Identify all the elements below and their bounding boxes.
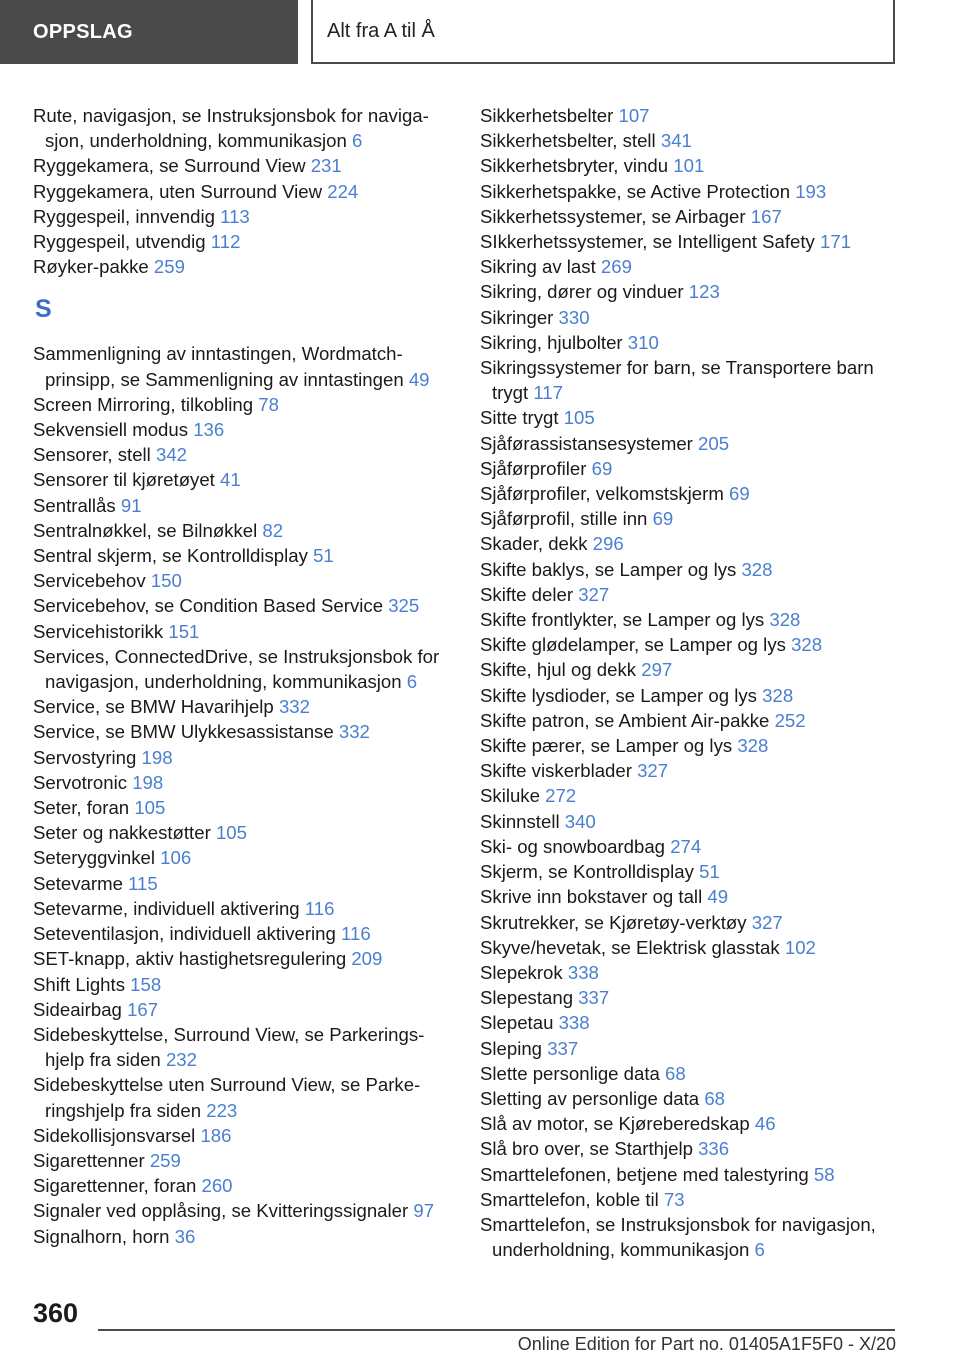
index-entry-text: Servotronic <box>33 771 128 793</box>
index-entry <box>480 960 900 985</box>
index-group-r <box>33 103 453 279</box>
page-reference-link[interactable]: 327 <box>637 760 669 782</box>
index-entry-text: Sikring, hjulbolter <box>480 331 623 353</box>
page-reference-link[interactable]: 73 <box>663 1188 685 1210</box>
index-entry-text: Sikring av last <box>480 256 596 278</box>
page-reference-link[interactable]: 69 <box>591 457 613 479</box>
index-entry <box>480 531 900 556</box>
index-group-s <box>33 341 453 1248</box>
page-reference-link[interactable]: 123 <box>688 281 720 303</box>
index-entry <box>480 254 900 279</box>
index-entry <box>480 884 900 909</box>
page-reference-link[interactable]: 113 <box>220 205 250 227</box>
index-entry <box>33 1173 453 1198</box>
index-entry <box>480 229 900 254</box>
page-reference-link[interactable]: 340 <box>564 810 596 832</box>
index-letter-heading: S <box>35 295 52 324</box>
page-reference-link[interactable]: 328 <box>737 735 769 757</box>
index-entry <box>480 103 900 128</box>
page-reference-link[interactable]: 186 <box>200 1124 232 1146</box>
index-entry-text: Sentralnøkkel, se Bilnøkkel <box>33 519 258 541</box>
index-entry <box>33 179 453 204</box>
page-reference-link[interactable]: 296 <box>592 533 624 555</box>
index-entry <box>480 1061 900 1086</box>
page-reference-link[interactable]: 328 <box>741 558 773 580</box>
index-entry <box>480 1086 900 1111</box>
page-reference-link[interactable]: 338 <box>558 1012 590 1034</box>
page-reference-link[interactable]: 58 <box>813 1163 835 1185</box>
index-entry-text: Slå bro over, se Starthjelp <box>480 1138 693 1160</box>
index-entry-text: Seter og nakkestøtter <box>33 822 211 844</box>
index-entry <box>480 910 900 935</box>
page-reference-link[interactable]: 332 <box>278 696 310 718</box>
index-entry-text: Slepekrok <box>480 961 563 983</box>
header-title-box <box>311 0 895 64</box>
page-reference-link[interactable]: 260 <box>201 1175 233 1197</box>
page-reference-link[interactable]: 232 <box>165 1049 197 1071</box>
index-column-right <box>480 103 900 1262</box>
index-entry <box>33 1072 453 1122</box>
index-entry-text: Servostyring <box>33 746 137 768</box>
page-reference-link[interactable]: 36 <box>174 1225 196 1247</box>
index-entry-text: Sidebeskyttelse uten Surround View, se Parke‐ringshjelp fra siden <box>33 1074 421 1121</box>
index-entry-text: Sentrallås <box>33 494 116 516</box>
index-entry <box>33 1224 453 1249</box>
index-entry <box>33 1123 453 1148</box>
page-reference-link[interactable]: 69 <box>729 483 750 505</box>
footer-divider <box>98 1329 895 1331</box>
index-entry-text: Slette personlige data <box>480 1062 660 1084</box>
index-entry-text: Smarttelefon, koble til <box>480 1188 659 1210</box>
index-entry-text: Sletting av personlige data <box>480 1087 700 1109</box>
index-entry <box>480 985 900 1010</box>
index-entry <box>33 997 453 1022</box>
index-entry-text: Skifte glødelamper, se Lamper og lys <box>480 634 786 656</box>
page-reference-link[interactable]: 150 <box>150 570 182 592</box>
index-entry-text: Sikring, dører og vinduer <box>480 281 684 303</box>
page-reference-link[interactable]: 193 <box>795 180 827 202</box>
index-entry <box>33 619 453 644</box>
index-entry <box>33 946 453 971</box>
index-entry <box>480 506 900 531</box>
index-entry-text: Ryggekamera, se Surround View <box>33 155 306 177</box>
index-entry <box>480 431 900 456</box>
page-reference-link[interactable]: 106 <box>160 847 192 869</box>
index-entry-text: Skjerm, se Kontrolldisplay <box>480 861 694 883</box>
index-entry-text: Service, se BMW Ulykkesassistanse <box>33 721 334 743</box>
index-entry-text: Smarttelefonen, betjene med talestyring <box>480 1163 809 1185</box>
page-reference-link[interactable]: 6 <box>754 1239 765 1261</box>
index-entry-text: Sigarettenner, foran <box>33 1175 197 1197</box>
index-entry-text: Sidekollisjonsvarsel <box>33 1124 196 1146</box>
index-entry-text: Ryggespeil, utvendig <box>33 231 206 253</box>
index-entry <box>480 607 900 632</box>
index-entry <box>480 179 900 204</box>
index-entry-text: Sensorer, stell <box>33 444 151 466</box>
index-entry <box>33 921 453 946</box>
index-entry <box>480 1136 900 1161</box>
page-reference-link[interactable]: 198 <box>141 746 173 768</box>
index-entry-text: Sikkerhetssystemer, se Airbager <box>480 205 746 227</box>
index-entry <box>480 582 900 607</box>
index-entry <box>33 543 453 568</box>
index-entry <box>33 417 453 442</box>
index-entry-text: Servicebehov <box>33 570 146 592</box>
index-entry-text: Servicehistorikk <box>33 620 164 642</box>
index-entry-text: Skifte, hjul og dekk <box>480 659 637 681</box>
page-reference-link[interactable]: 69 <box>652 508 674 530</box>
index-entry-text: Shift Lights <box>33 973 125 995</box>
index-entry <box>480 683 900 708</box>
index-entry <box>480 834 900 859</box>
page-reference-link[interactable]: 105 <box>215 822 247 844</box>
page-reference-link[interactable]: 231 <box>310 155 342 177</box>
page-reference-link[interactable]: 327 <box>578 583 610 605</box>
index-entry-text: Slepestang <box>480 987 574 1009</box>
page-reference-link[interactable]: 330 <box>558 306 590 328</box>
page-reference-link[interactable]: 224 <box>327 180 359 202</box>
index-entry-text: Sentral skjerm, se Kontrolldisplay <box>33 545 308 567</box>
page-reference-link[interactable]: 274 <box>670 835 702 857</box>
index-entry <box>480 1162 900 1187</box>
index-entry <box>480 481 900 506</box>
page-reference-link[interactable]: 167 <box>127 998 159 1020</box>
index-entry <box>33 103 453 153</box>
page-reference-link[interactable]: 102 <box>784 936 816 958</box>
index-entry <box>480 204 900 229</box>
index-entry-text: Sikringssystemer for barn, se Transportere barn trygt <box>480 357 874 404</box>
index-entry <box>33 1198 453 1223</box>
index-entry <box>480 279 900 304</box>
index-entry <box>33 467 453 492</box>
index-entry-text: Sikringer <box>480 306 554 328</box>
index-entry <box>33 719 453 744</box>
index-entry-text: Sjåførprofiler <box>480 457 587 479</box>
page-reference-link[interactable]: 6 <box>351 130 363 152</box>
index-entry <box>480 632 900 657</box>
page-reference-link[interactable]: 107 <box>618 105 650 126</box>
index-entry-text: Sekvensiell modus <box>33 419 189 441</box>
page-reference-link[interactable]: 116 <box>304 897 335 919</box>
page-reference-link[interactable]: 97 <box>413 1200 435 1222</box>
page-reference-link[interactable]: 6 <box>406 671 418 693</box>
index-entry-text: Seteryggvinkel <box>33 847 155 869</box>
page-reference-link[interactable]: 105 <box>563 407 595 429</box>
section-tab <box>0 0 298 64</box>
page-reference-link[interactable]: 51 <box>313 545 334 567</box>
page-reference-link[interactable]: 115 <box>128 872 158 894</box>
index-entry <box>33 644 453 694</box>
index-entry <box>33 745 453 770</box>
page-reference-link[interactable]: 167 <box>750 205 782 227</box>
page-reference-link[interactable]: 328 <box>769 609 801 631</box>
page-reference-link[interactable]: 105 <box>134 797 166 819</box>
index-entry-text: Skifte pærer, se Lamper og lys <box>480 735 733 757</box>
index-entry <box>33 795 453 820</box>
index-entry-text: Sikkerhetsbelter, stell <box>480 130 656 152</box>
index-entry-text: Skiluke <box>480 785 540 807</box>
index-entry-text: Sleping <box>480 1037 543 1059</box>
page-reference-link[interactable]: 342 <box>156 444 188 466</box>
index-entry-text: Ryggekamera, uten Surround View <box>33 180 323 202</box>
page-reference-link[interactable]: 49 <box>408 368 430 390</box>
page-reference-link[interactable]: 41 <box>220 469 241 491</box>
index-entry-text: Skifte deler <box>480 583 574 605</box>
page-reference-link[interactable]: 101 <box>673 155 705 177</box>
index-entry <box>33 694 453 719</box>
index-entry <box>33 518 453 543</box>
page-reference-link[interactable]: 46 <box>754 1113 776 1135</box>
edition-note: Online Edition for Part no. 01405A1F5F0 - X/20 <box>517 1334 896 1354</box>
index-entry <box>480 1010 900 1035</box>
page-reference-link[interactable]: 68 <box>704 1087 725 1109</box>
index-entry <box>480 935 900 960</box>
index-entry <box>480 859 900 884</box>
page-reference-link[interactable]: 151 <box>168 620 200 642</box>
page-reference-link[interactable]: 259 <box>149 1149 181 1171</box>
index-entry <box>33 820 453 845</box>
index-entry-text: Sjåførprofiler, velkomstskjerm <box>480 483 724 505</box>
index-entry-text: Slepetau <box>480 1012 554 1034</box>
index-entry <box>33 1022 453 1072</box>
page-reference-link[interactable]: 327 <box>751 911 783 933</box>
page-reference-link[interactable]: 49 <box>707 886 729 908</box>
index-entry-text: Røyker-pakke <box>33 256 149 278</box>
page-reference-link[interactable]: 337 <box>578 987 610 1009</box>
page-reference-link[interactable]: 171 <box>820 231 852 253</box>
index-entry-text: Signaler ved opplåsing, se Kvitteringssignaler <box>33 1200 409 1222</box>
page-reference-link[interactable]: 198 <box>132 771 164 793</box>
index-entry <box>33 341 453 391</box>
index-entry-text: Sikkerhetsbryter, vindu <box>480 155 669 177</box>
page-reference-link[interactable]: 259 <box>153 256 185 278</box>
index-entry <box>33 204 453 229</box>
page-title: Alt fra A til Å <box>327 19 435 42</box>
index-entry-text: Screen Mirroring, tilkobling <box>33 393 254 415</box>
index-entry-text: Sensorer til kjøretøyet <box>33 469 215 491</box>
index-entry-text: Services, ConnectedDrive, se Instruksjonsbok for navigasjon, underholdning, kommunikasjon <box>33 645 440 693</box>
page-reference-link[interactable]: 269 <box>600 256 632 278</box>
index-entry-text: Servicebehov, se Condition Based Service <box>33 595 384 617</box>
page-reference-link[interactable]: 328 <box>762 684 794 706</box>
page-reference-link[interactable]: 310 <box>627 331 659 353</box>
index-entry <box>33 845 453 870</box>
index-entry-text: Ryggespeil, innvendig <box>33 205 215 227</box>
page-reference-link[interactable]: 78 <box>258 393 279 415</box>
index-entry <box>33 593 453 618</box>
index-entry-text: Setevarme <box>33 872 123 894</box>
index-entry-text: Skifte frontlykter, se Lamper og lys <box>480 609 765 631</box>
index-entry <box>480 355 900 405</box>
index-entry-text: Skrive inn bokstaver og tall <box>480 886 703 908</box>
index-entry-text: Sjåførprofil, stille inn <box>480 508 648 530</box>
index-entry <box>33 1148 453 1173</box>
index-entry <box>33 972 453 997</box>
page-reference-link[interactable]: 158 <box>130 973 162 995</box>
page-reference-link[interactable]: 136 <box>193 419 225 441</box>
index-entry-text: Sideairbag <box>33 998 122 1020</box>
index-entry-text: Skifte patron, se Ambient Air-pakke <box>480 709 770 731</box>
index-entry <box>33 568 453 593</box>
page-reference-link[interactable]: 341 <box>660 130 692 152</box>
index-entry <box>480 128 900 153</box>
index-entry-text: Rute, navigasjon, se Instruksjonsbok for naviga‐sjon, underholdning, kommunikasjon <box>33 105 429 152</box>
page-reference-link[interactable]: 51 <box>699 861 720 883</box>
index-entry <box>480 1036 900 1061</box>
index-entry-text: Skifte baklys, se Lamper og lys <box>480 558 737 580</box>
page-reference-link[interactable]: 338 <box>567 961 599 983</box>
page-reference-link[interactable]: 112 <box>210 231 241 253</box>
page-reference-link[interactable]: 223 <box>206 1099 238 1121</box>
index-entry-text: Sikkerhetspakke, se Active Protection <box>480 180 791 202</box>
index-entry-text: Slå av motor, se Kjøreberedskap <box>480 1113 750 1135</box>
index-entry <box>480 809 900 834</box>
index-entry-text: Skyve/hevetak, se Elektrisk glasstak <box>480 936 780 958</box>
index-entry <box>480 708 900 733</box>
page-reference-link[interactable]: 272 <box>545 785 577 807</box>
page-reference-link[interactable]: 91 <box>120 494 142 516</box>
page-reference-link[interactable]: 336 <box>698 1138 730 1160</box>
index-entry <box>480 1187 900 1212</box>
index-entry <box>33 493 453 518</box>
index-entry <box>33 871 453 896</box>
index-entry-text: Skrutrekker, se Kjøretøy-verktøy <box>480 911 747 933</box>
index-entry-text: Sjåførassistansesystemer <box>480 432 693 454</box>
page-reference-link[interactable]: 328 <box>791 634 823 656</box>
index-entry <box>33 770 453 795</box>
page-reference-link[interactable]: 116 <box>341 923 371 945</box>
index-entry <box>480 1111 900 1136</box>
index-entry <box>480 330 900 355</box>
index-group-s-continued <box>480 103 900 1262</box>
index-entry <box>33 392 453 417</box>
index-entry-text: Service, se BMW Havarihjelp <box>33 696 274 718</box>
index-entry <box>33 153 453 178</box>
index-entry-text: SIkkerhetssystemer, se Intelligent Safety <box>480 231 815 253</box>
index-entry-text: Sammenligning av inntastingen, Wordmatch-prinsipp, se Sammenligning av inntastingen <box>33 343 404 390</box>
index-entry-text: Setevarme, individuell aktivering <box>33 897 300 919</box>
index-entry-text: Seteventilasjon, individuell aktivering <box>33 923 336 945</box>
index-entry <box>480 758 900 783</box>
index-entry <box>480 1212 900 1262</box>
index-entry <box>480 557 900 582</box>
page-reference-link[interactable]: 337 <box>547 1037 579 1059</box>
page-reference-link[interactable]: 68 <box>665 1062 686 1084</box>
page-reference-link[interactable]: 252 <box>774 709 806 731</box>
index-entry-text: Skifte viskerblader <box>480 760 632 782</box>
index-entry <box>33 442 453 467</box>
index-entry-text: Seter, foran <box>33 797 130 819</box>
index-entry-text: Sitte trygt <box>480 407 559 429</box>
index-entry-text: Sikkerhetsbelter <box>480 105 614 126</box>
index-entry <box>33 896 453 921</box>
index-entry <box>480 657 900 682</box>
index-entry-text: Sidebeskyttelse, Surround View, se Parkerings‐hjelp fra siden <box>33 1023 425 1071</box>
index-entry-text: SET-knapp, aktiv hastighetsregulering <box>33 948 347 970</box>
index-entry-text: Sigarettenner <box>33 1149 145 1171</box>
page-reference-link[interactable]: 325 <box>388 595 420 617</box>
index-entry <box>480 733 900 758</box>
page-number: 360 <box>33 1298 79 1328</box>
index-entry <box>480 405 900 430</box>
page-reference-link[interactable]: 82 <box>262 519 284 541</box>
index-entry-text: Smarttelefon, se Instruksjonsbok for navigasjon, underholdning, kommunikasjon <box>480 1213 876 1261</box>
page-reference-link[interactable]: 209 <box>351 948 383 970</box>
page-reference-link[interactable]: 297 <box>641 659 673 681</box>
index-entry-text: Skifte lysdioder, se Lamper og lys <box>480 684 757 706</box>
index-entry-text: Skinnstell <box>480 810 560 832</box>
index-entry <box>33 229 453 254</box>
index-entry <box>480 783 900 808</box>
index-entry <box>33 254 453 279</box>
index-entry-text: Ski- og snowboardbag <box>480 835 666 857</box>
index-entry <box>480 153 900 178</box>
index-entry-text: Skader, dekk <box>480 533 588 555</box>
index-entry-text: Signalhorn, horn <box>33 1225 170 1247</box>
section-title: OPPSLAG <box>33 20 133 43</box>
page-reference-link[interactable]: 332 <box>338 721 370 743</box>
index-entry <box>480 456 900 481</box>
index-entry <box>480 305 900 330</box>
index-column-left <box>33 103 453 1249</box>
page-reference-link[interactable]: 205 <box>698 432 730 454</box>
page-reference-link[interactable]: 117 <box>533 382 563 404</box>
